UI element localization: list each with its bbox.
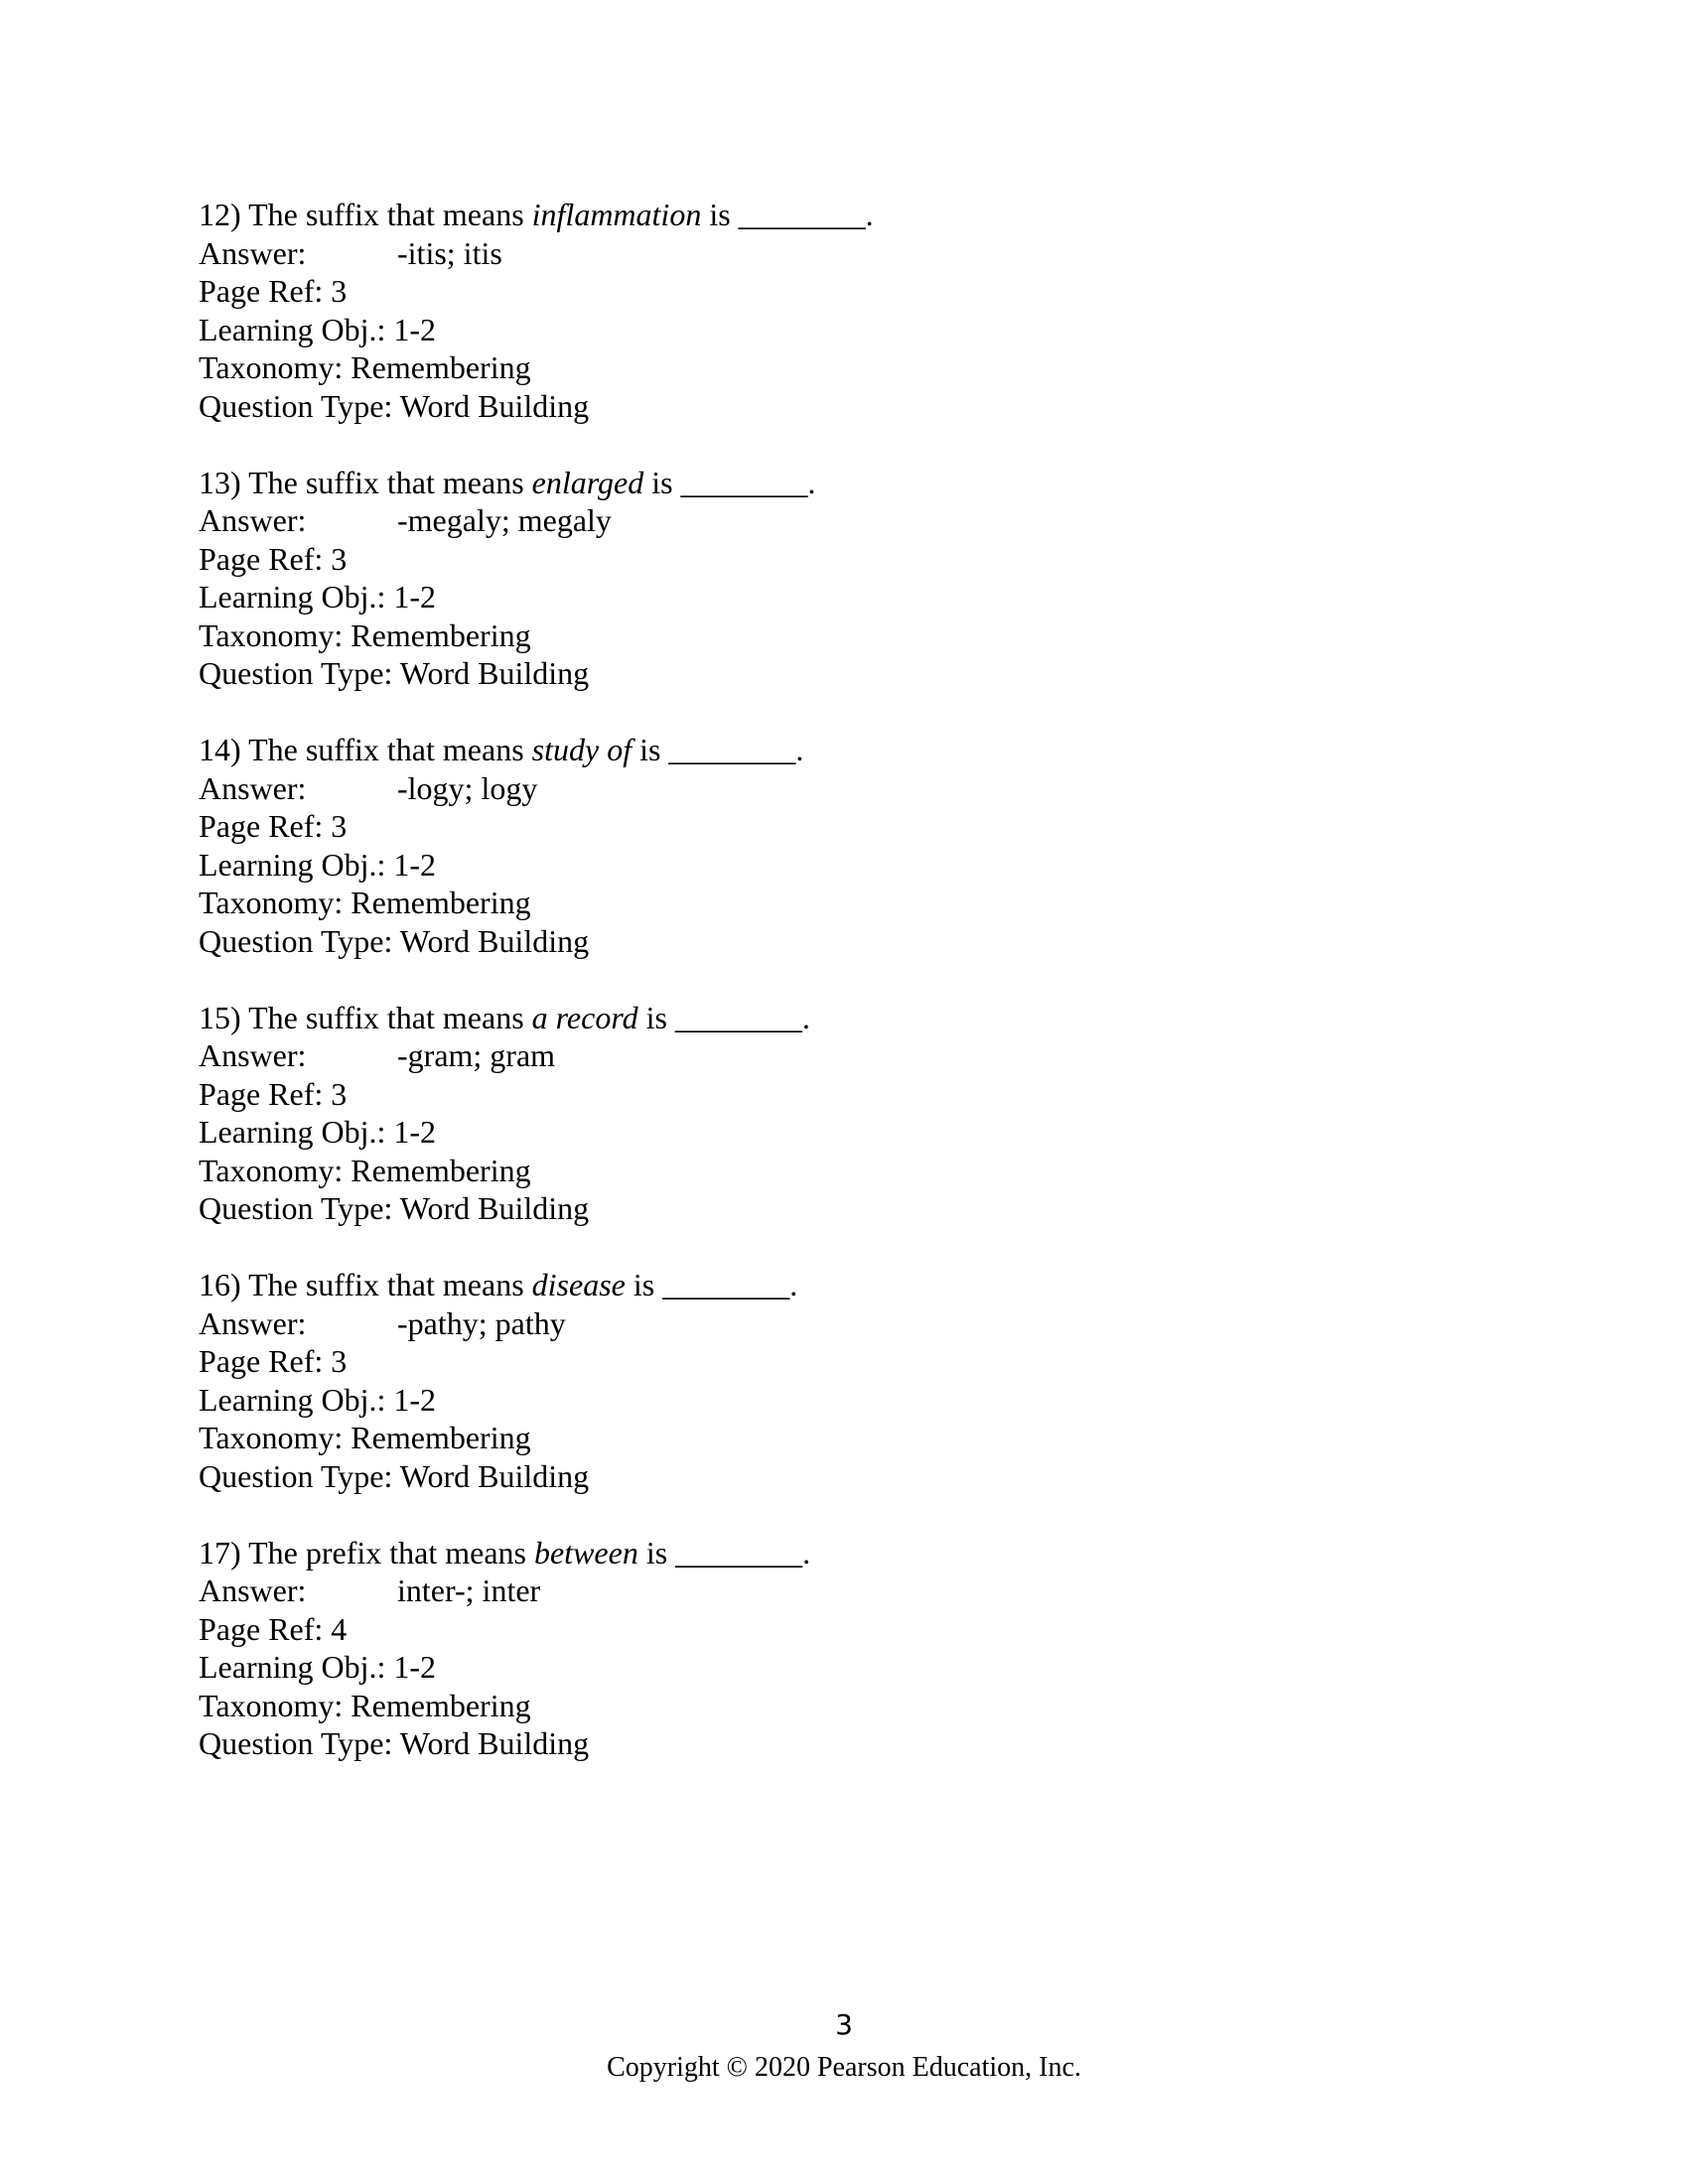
question-list	[199, 196, 1489, 1801]
page-ref: Page Ref: 3	[199, 1075, 348, 1112]
answer-label: Answer:	[199, 1304, 307, 1341]
answer-label: Answer:	[199, 769, 307, 806]
question-type: Question Type: Word Building	[199, 655, 590, 691]
stem-text: The suffix that means	[248, 999, 524, 1035]
stem-text: The prefix that means	[248, 1534, 526, 1570]
stem-text: The suffix that means	[248, 1267, 524, 1302]
taxonomy: Taxonomy: Remembering	[199, 1420, 531, 1455]
page-ref: Page Ref: 3	[199, 1343, 348, 1379]
stem-blank: is ________.	[639, 732, 804, 767]
question-number: 17)	[199, 1534, 241, 1570]
learning-obj: Learning Obj.: 1-2	[199, 1114, 437, 1150]
question-17	[199, 1534, 1489, 1763]
question-type: Question Type: Word Building	[199, 1725, 590, 1761]
copyright-notice: Copyright © 2020 Pearson Education, Inc.	[607, 2052, 1081, 2083]
stem-blank: is ________.	[645, 1534, 811, 1570]
stem-blank: is ________.	[645, 999, 810, 1035]
answer-label: Answer:	[199, 234, 307, 271]
stem-meaning: a record	[531, 999, 638, 1035]
question-number: 13)	[199, 464, 241, 500]
question-16	[199, 1266, 1489, 1495]
question-14	[199, 731, 1489, 960]
question-stem	[199, 196, 1489, 234]
taxonomy: Taxonomy: Remembering	[199, 349, 531, 385]
stem-meaning: inflammation	[531, 197, 702, 232]
question-15	[199, 999, 1489, 1228]
question-stem	[199, 464, 1489, 502]
answer-value: -gram; gram	[397, 1037, 556, 1073]
question-stem	[199, 731, 1489, 769]
stem-text: The suffix that means	[248, 197, 524, 232]
question-number: 14)	[199, 732, 241, 767]
learning-obj: Learning Obj.: 1-2	[199, 1381, 437, 1418]
stem-blank: is ________.	[709, 197, 874, 232]
question-stem	[199, 999, 1489, 1037]
answer-line	[199, 1304, 1489, 1343]
question-number: 16)	[199, 1267, 241, 1302]
question-stem	[199, 1266, 1489, 1304]
question-stem	[199, 1534, 1489, 1572]
answer-value: -pathy; pathy	[397, 1304, 566, 1341]
answer-label: Answer:	[199, 1572, 307, 1608]
answer-label: Answer:	[199, 502, 307, 538]
question-number: 15)	[199, 999, 241, 1035]
answer-line	[199, 769, 1489, 808]
page-ref: Page Ref: 3	[199, 808, 348, 844]
learning-obj: Learning Obj.: 1-2	[199, 579, 437, 614]
stem-meaning: disease	[531, 1267, 626, 1302]
answer-line	[199, 501, 1489, 540]
question-12	[199, 196, 1489, 425]
stem-blank: is ________.	[651, 464, 816, 500]
answer-value: -megaly; megaly	[397, 502, 612, 538]
page-ref: Page Ref: 3	[199, 540, 348, 577]
taxonomy: Taxonomy: Remembering	[199, 1687, 531, 1723]
taxonomy: Taxonomy: Remembering	[199, 885, 531, 920]
learning-obj: Learning Obj.: 1-2	[199, 846, 437, 883]
learning-obj: Learning Obj.: 1-2	[199, 1649, 437, 1685]
answer-value: -itis; itis	[397, 234, 502, 271]
stem-text: The suffix that means	[248, 732, 524, 767]
question-type: Question Type: Word Building	[199, 387, 590, 424]
stem-meaning: between	[533, 1534, 638, 1570]
taxonomy: Taxonomy: Remembering	[199, 616, 531, 653]
answer-line	[199, 234, 1489, 273]
stem-meaning: enlarged	[531, 464, 644, 500]
question-13	[199, 464, 1489, 693]
learning-obj: Learning Obj.: 1-2	[199, 311, 437, 347]
page-ref: Page Ref: 3	[199, 273, 348, 309]
answer-line	[199, 1036, 1489, 1075]
stem-meaning: study of	[531, 732, 633, 767]
stem-text: The suffix that means	[248, 464, 524, 500]
question-number: 12)	[199, 197, 241, 232]
answer-value: inter-; inter	[397, 1572, 541, 1608]
stem-blank: is ________.	[633, 1267, 798, 1302]
question-type: Question Type: Word Building	[199, 922, 590, 959]
answer-line	[199, 1571, 1489, 1610]
answer-label: Answer:	[199, 1037, 307, 1073]
page-number: 3	[835, 2008, 853, 2041]
question-type: Question Type: Word Building	[199, 1457, 590, 1494]
answer-value: -logy; logy	[397, 769, 538, 806]
question-type: Question Type: Word Building	[199, 1190, 590, 1226]
taxonomy: Taxonomy: Remembering	[199, 1152, 531, 1188]
page-ref: Page Ref: 4	[199, 1610, 348, 1647]
